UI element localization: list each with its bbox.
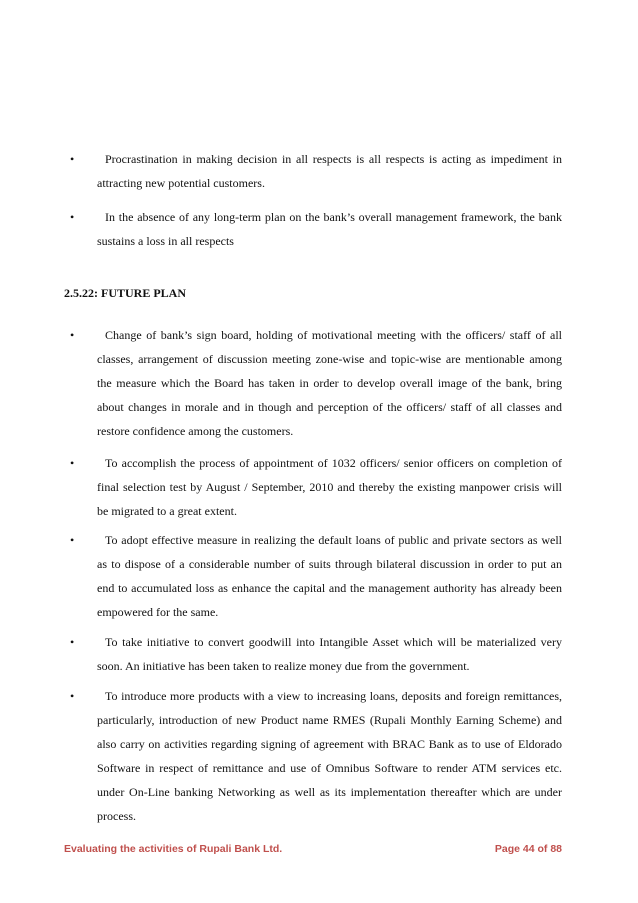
list-item-text: To accomplish the process of appointment of 1032 officers/ senior officers on completion of final selection test by August / September, 2010 and thereby the existing manpower crisis will be migrated to a great extent.	[97, 456, 562, 518]
list-item-text: To introduce more products with a view to increasing loans, deposits and foreign remittances, particularly, introduction of new Product name RMES (Rupali Monthly Earning Scheme) and also carry on activities regarding signing of agreement with BRAC Bank as to use of Eldorado Software in respect of remittance and use of Omnibus Software to render ATM services etc. under On-Line banking Networking as well as its implementation thereafter which are under process.	[97, 689, 562, 823]
page-number: Page 44 of 88	[494, 843, 562, 855]
footer-title: Evaluating the activities of Rupali Bank Ltd.	[64, 843, 283, 855]
bullet-icon: •	[70, 689, 75, 703]
list-item-text: Procrastination in making decision in all respects is all respects is acting as impediment in attracting new potential customers.	[97, 152, 562, 190]
list-item-text: To take initiative to convert goodwill into Intangible Asset which will be materialized very soon. An initiative has been taken to realize money due from the government.	[97, 635, 562, 673]
list-item-text: To adopt effective measure in realizing the default loans of public and private sectors as well as to dispose of a considerable number of suits through bilateral discussion in order to put an end to accumulated loss as enhance the capital and the management authority has already been empowered for the same.	[97, 533, 562, 619]
list-item-text: In the absence of any long-term plan on the bank’s overall management framework, the bank sustains a loss in all respects	[97, 210, 562, 248]
bullet-icon: •	[70, 533, 75, 547]
bullet-icon: •	[70, 456, 75, 470]
bullet-icon: •	[70, 210, 75, 224]
bullet-icon: •	[70, 635, 75, 649]
bullet-icon: •	[70, 152, 75, 166]
section-heading: 2.5.22: FUTURE PLAN	[64, 286, 186, 300]
footer-divider	[64, 836, 562, 837]
list-item-text: Change of bank’s sign board, holding of motivational meeting with the officers/ staff of all classes, arrangement of discussion meeting zone-wise and topic-wise are mentionable among the measure which the Board has taken in order to develop overall image of the bank, bring about changes in morale and in though and perception of the officers/ staff of all classes and restore confidence among the customers.	[97, 328, 562, 438]
bullet-icon: •	[70, 328, 75, 342]
